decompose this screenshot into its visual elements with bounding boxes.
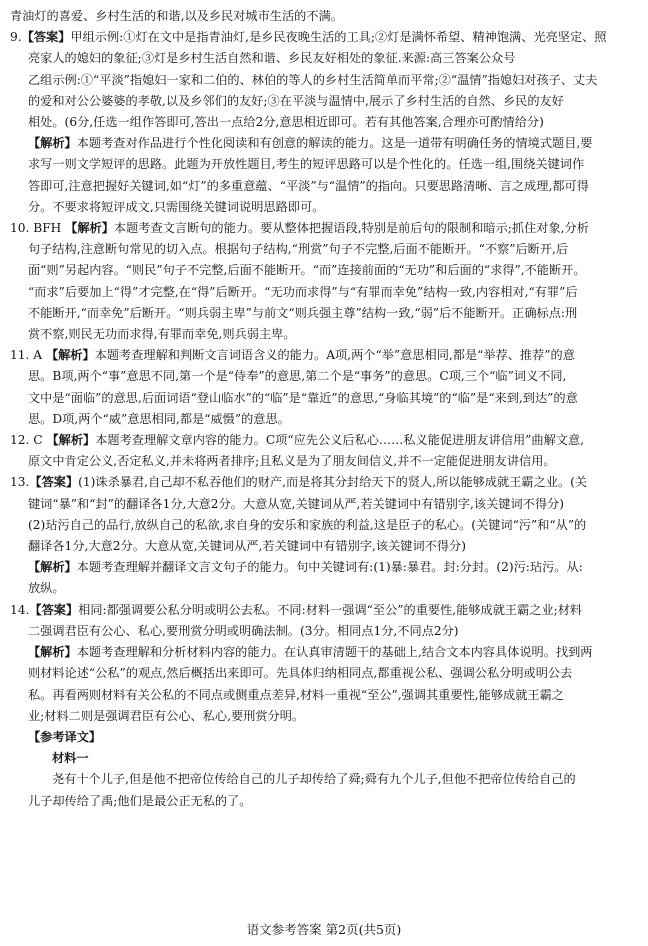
text-segment: 甲组示例:①灯在文中是指青油灯,是乡民夜晚生活的工具;②灯是满怀希望、精神饱满、光亮坚定、照 bbox=[70, 30, 607, 45]
text-line bbox=[10, 48, 638, 69]
page-footer: 语文参考答案 第2页(共5页) bbox=[246, 922, 402, 937]
text-line bbox=[10, 557, 638, 578]
text-segment: 本题考查理解并翻译文言文句子的能力。句中关键词有:(1)暴:暴君。封:分封。(2)污:玷污。从: bbox=[76, 560, 583, 575]
text-segment: 本题考查文言断句的能力。要从整体把握语段,特别是前后句的限制和暗示;抓住对象,分析 bbox=[113, 221, 589, 236]
text-line bbox=[10, 663, 638, 684]
text-segment: 10. BFH bbox=[10, 221, 66, 236]
text-segment: (1)诛杀暴君,自己却不私吞他们的财产,而是将其分封给天下的贤人,所以能够成就王霸之业。(关 bbox=[78, 475, 588, 490]
text-line bbox=[10, 536, 638, 557]
text-segment: 尧有十个儿子,但是他不把帝位传给自己的儿子却传给了舜;舜有九个儿子,但他不把帝位传给自己的 bbox=[52, 772, 576, 787]
section-label: 【参考译文】 bbox=[28, 729, 102, 744]
text-segment: (2)玷污自己的品行,放纵自己的私欲,求自身的安乐和家族的利益,这是臣子的私心。(关键词“污”和“从”的 bbox=[28, 517, 587, 532]
text-line bbox=[10, 621, 638, 642]
section-label: 【答案】 bbox=[29, 602, 79, 617]
text-segment: 句子结构,注意断句常见的切入点。根据句子结构,“刑赏”句子不完整,后面不能断开。“不察”后断开,后 bbox=[28, 242, 569, 257]
text-line bbox=[10, 218, 638, 239]
text-segment: 思。D项,两个“威”意思相同,都是“威慑”的意思。 bbox=[28, 411, 290, 426]
text-segment: 相处。(6分,任选一组作答即可,答出一点给2分,意思相近即可。若有其他答案,合理亦可酌情给分) bbox=[28, 115, 544, 130]
text-segment: 11. A bbox=[10, 348, 46, 363]
text-segment: “而求”后要加上“得”才完整,在“得”后断开。“无功而求得”与“有罪而幸免”结构一致,内容相对,“有罪”后 bbox=[28, 284, 578, 299]
section-label: 【解析】 bbox=[65, 221, 114, 236]
text-line bbox=[10, 748, 638, 769]
text-line bbox=[10, 388, 638, 409]
text-line bbox=[10, 239, 638, 260]
section-label: 【解析】 bbox=[46, 433, 96, 448]
text-segment: 分。不要求将短评成文,只需围绕关键词说明思路即可。 bbox=[28, 199, 325, 214]
text-line bbox=[10, 515, 638, 536]
section-label: 【答案】 bbox=[21, 30, 71, 45]
text-segment: 的爱和对公公婆婆的孝敬,以及乡邻们的友好;③在平淡与温情中,展示了乡村生活的自然、乡民的友好 bbox=[28, 93, 564, 108]
text-line bbox=[10, 91, 638, 112]
text-line bbox=[10, 6, 638, 27]
section-label: 【解析】 bbox=[28, 136, 77, 151]
text-segment: 思。B项,两个“事”意思不同,第一个是“侍奉”的意思,第二个是“事务”的意思。C项,三个“临”词义不同, bbox=[28, 369, 567, 384]
text-line bbox=[10, 345, 638, 366]
text-line bbox=[10, 642, 638, 663]
text-segment: 放纵。 bbox=[28, 581, 65, 596]
text-segment: 儿子却传给了禹;他们是最公正无私的了。 bbox=[28, 793, 252, 808]
text-line bbox=[10, 366, 638, 387]
text-segment: 14. bbox=[10, 602, 30, 617]
text-segment: 本题考查理解文章内容的能力。C项“应先公义后私心……私义能促进朋友讲信用”曲解文意, bbox=[95, 433, 585, 448]
text-segment: 乙组示例:①“平淡”指媳妇一家和二伯的、林伯的等人的乡村生活简单而平常;②“温情”指媳妇对孩子、丈夫 bbox=[28, 72, 598, 87]
text-line bbox=[10, 133, 638, 154]
section-label: 【答案】 bbox=[29, 475, 79, 490]
text-line bbox=[10, 70, 638, 91]
section-label: 材料一 bbox=[52, 751, 89, 766]
text-segment: 本题考查对作品进行个性化阅读和有创意的解读的能力。这是一道带有明确任务的情境式题目,要 bbox=[76, 136, 593, 151]
text-line bbox=[10, 769, 638, 790]
text-line bbox=[10, 706, 638, 727]
text-line bbox=[10, 112, 638, 133]
section-label: 【解析】 bbox=[45, 348, 95, 363]
text-line bbox=[10, 451, 638, 472]
answer-text-body bbox=[10, 6, 638, 812]
text-line bbox=[10, 324, 638, 345]
text-line bbox=[10, 430, 638, 451]
text-line bbox=[10, 472, 638, 493]
text-segment: 青油灯的喜爱、乡村生活的和谐,以及乡民对城市生活的不满。 bbox=[10, 9, 343, 23]
text-segment: 业;材料二则是强调君臣有公心、私心,要刑赏分明。 bbox=[28, 708, 305, 723]
text-segment: 12. C bbox=[10, 433, 47, 448]
text-line bbox=[10, 197, 638, 218]
text-line bbox=[10, 282, 638, 303]
text-line bbox=[10, 578, 638, 599]
text-segment: 答即可,注意把握好关键词,如“灯”的多重意蕴、“平淡”与“温情”的指向。只要思路清晰、言之成理,都可得 bbox=[28, 178, 589, 193]
text-line bbox=[10, 154, 638, 175]
text-segment: 本题考查理解和判断文言词语含义的能力。A项,两个“举”意思相同,都是“举荐、推荐”的意 bbox=[94, 348, 575, 363]
text-segment: 求写一则文学短评的思路。此题为开放性题目,考生的短评思路可以是个性化的。任选一组,围绕关键词作 bbox=[28, 157, 585, 172]
text-segment: 赏不察,则民无功而求得,有罪而幸免,则兵弱主卑。 bbox=[28, 327, 296, 342]
text-line bbox=[10, 685, 638, 706]
text-segment: 相同:都强调要公私分明或明公去私。不同:材料一强调“至公”的重要性,能够成就王霸之业;材料 bbox=[78, 602, 583, 617]
text-segment: 键词“暴”和“封”的翻译各1分,大意2分。大意从宽,关键词从严,若关键词中有错别字,该关键词不得分) bbox=[28, 496, 564, 511]
text-line bbox=[10, 176, 638, 197]
text-line bbox=[10, 303, 638, 324]
text-line bbox=[10, 727, 638, 748]
text-segment: 文中是“面临”的意思,后面词语“登山临水”的“临”是“靠近”的意思,“身临其境”的“临”是“来到,到达”的意 bbox=[28, 390, 578, 405]
text-line bbox=[10, 791, 638, 812]
section-label: 【解析】 bbox=[28, 645, 77, 660]
text-segment: 不能断开,“而幸免”后断开。“则兵弱主卑”与前文“则兵强主尊”结构一致,“弱”后不能断开。正确标点:刑 bbox=[28, 305, 578, 320]
text-segment: 则材料论述“公私”的观点,然后概括出来即可。先具体归纳相同点,都重视公私、强调公私分明或明公去 bbox=[28, 666, 573, 681]
text-line bbox=[10, 409, 638, 430]
text-segment: 原文中肯定公义,否定私义,并未将两者排序;且私义是为了朋友间信义,并不一定能促进朋友讲信用。 bbox=[28, 454, 556, 469]
text-segment: 翻译各1分,大意2分。大意从宽,关键词从严,若关键词中有错别字,该关键词不得分) bbox=[28, 539, 466, 554]
text-line bbox=[10, 494, 638, 515]
text-line bbox=[10, 600, 638, 621]
section-label: 【解析】 bbox=[28, 560, 77, 575]
text-segment: 亮家人的媳妇的象征;③灯是乡村生活自然和谐、乡民友好相处的象征.来源:高三答案公众号 bbox=[28, 51, 516, 66]
text-segment: 9. bbox=[10, 30, 22, 45]
text-segment: 面“则”另起内容。“则民”句子不完整,后面不能断开。“而”连接前面的“无功”和后面的“求得”,不能断开。 bbox=[28, 263, 586, 278]
text-line bbox=[10, 260, 638, 281]
text-line bbox=[10, 27, 638, 48]
text-segment: 13. bbox=[10, 475, 30, 490]
text-segment: 本题考查理解和分析材料内容的能力。在认真审清题干的基础上,结合文本内容具体说明。找到两 bbox=[76, 645, 593, 660]
text-segment: 二强调君臣有公心、私心,要刑赏分明或明确法制。(3分。相同点1分,不同点2分) bbox=[28, 623, 459, 638]
text-segment: 私。再看两则材料有关公私的不同点或侧重点差异,材料一重视“至公”,强调其重要性,能够成就王霸之 bbox=[28, 687, 564, 702]
